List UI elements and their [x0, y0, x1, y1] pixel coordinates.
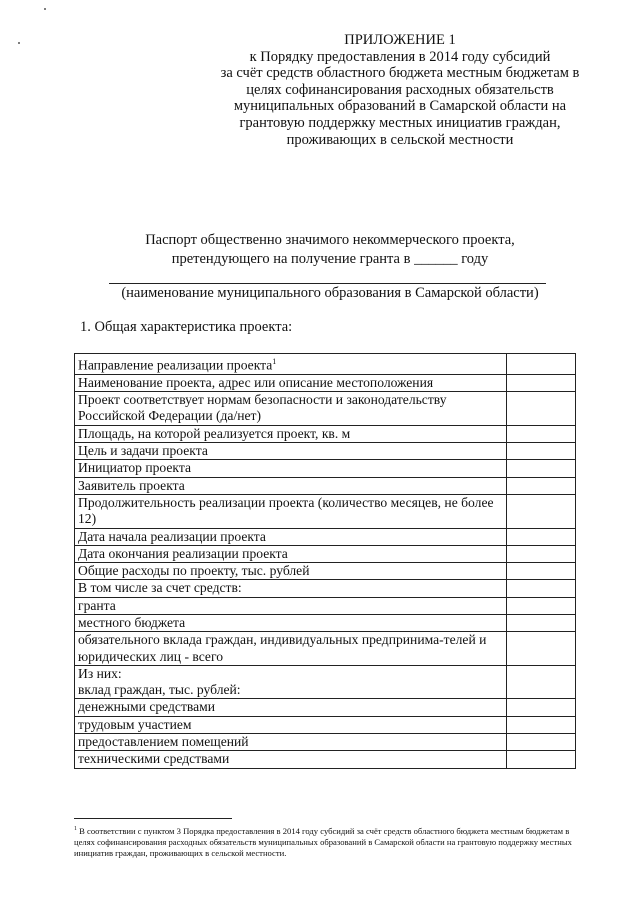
table-row [75, 528, 576, 545]
row-label-text: Цель и задачи проекта [78, 443, 208, 459]
footnote-ref: 1 [272, 357, 277, 366]
row-value[interactable] [507, 354, 576, 375]
section-heading: 1. Общая характеристика проекта: [80, 319, 293, 335]
row-value[interactable] [507, 751, 576, 768]
row-label-text: обязательного вклада граждан, индивидуальных предпринима-телей и юридических лиц - всего [78, 632, 487, 664]
project-characteristics-table [74, 353, 576, 769]
row-label-text: В том числе за счет средств: [78, 580, 242, 596]
table-row [75, 597, 576, 614]
table-row [75, 614, 576, 631]
row-label [75, 632, 507, 666]
row-label-text: денежными средствами [78, 699, 216, 715]
footnote-text: В соответствии с пунктом 3 Порядка предоставления в 2014 году субсидий за счёт средств областного бюджета местным бюджетам в целях софинансирования расходных обязательств муниципальных образований в Самарской области на грантовую поддержку местных инициатив граждан, проживающих в сельской местности. [74, 825, 572, 858]
row-value[interactable] [507, 425, 576, 442]
table-row [75, 716, 576, 733]
row-value[interactable] [507, 460, 576, 477]
appendix-header [200, 32, 600, 148]
row-label [75, 614, 507, 631]
row-label [75, 494, 507, 528]
table-row [75, 580, 576, 597]
row-label [75, 374, 507, 391]
row-label-text: Площадь, на которой реализуется проект, кв. м [78, 425, 351, 441]
row-value[interactable] [507, 528, 576, 545]
row-value[interactable] [507, 477, 576, 494]
row-label-text: гранта [78, 597, 116, 613]
scan-speck [18, 42, 20, 44]
row-label-text: Проект соответствует нормам безопасности и законодательству Российской Федерации (да/нет) [78, 392, 447, 424]
row-value[interactable] [507, 443, 576, 460]
row-label [75, 528, 507, 545]
row-label-text: Заявитель проекта [78, 477, 185, 493]
row-label [75, 580, 507, 597]
row-value[interactable] [507, 665, 576, 699]
table-row [75, 392, 576, 426]
row-value[interactable] [507, 614, 576, 631]
row-label [75, 716, 507, 733]
scan-speck [44, 8, 46, 10]
footnote-separator [74, 818, 232, 819]
row-label-text: Дата окончания реализации проекта [78, 545, 288, 561]
municipality-name-caption: (наименование муниципального образования в Самарской области) [121, 285, 539, 301]
table-row [75, 734, 576, 751]
passport-title [80, 231, 580, 269]
row-value[interactable] [507, 494, 576, 528]
appendix-subtitle: к Порядку предоставления в 2014 году субсидий за счёт средств областного бюджета местным бюджетам в целях софинансирования расходных обязательств муниципальных образований в Самарской области на грантовую поддержку местных инициатив граждан, проживающих в сельской местности [220, 48, 580, 148]
row-label-text: Наименование проекта, адрес или описание местоположения [78, 374, 434, 390]
row-label [75, 563, 507, 580]
table-row [75, 494, 576, 528]
row-label [75, 699, 507, 716]
passport-title-line2: претендующего на получение гранта в ______ году [171, 251, 489, 267]
table-row [75, 632, 576, 666]
table-row [75, 460, 576, 477]
table-row [75, 354, 576, 375]
row-label [75, 734, 507, 751]
row-value[interactable] [507, 545, 576, 562]
table-row [75, 443, 576, 460]
row-label-text: техническими средствами [78, 751, 230, 767]
appendix-title: ПРИЛОЖЕНИЕ 1 [344, 32, 456, 48]
table-row [75, 699, 576, 716]
table-row [75, 563, 576, 580]
row-label-text: трудовым участием [78, 716, 192, 732]
row-value[interactable] [507, 580, 576, 597]
row-value[interactable] [507, 392, 576, 426]
passport-title-line1: Паспорт общественно значимого некоммерческого проекта, [145, 232, 515, 248]
row-value[interactable] [507, 699, 576, 716]
row-label-text: Инициатор проекта [78, 460, 191, 476]
table-row [75, 374, 576, 391]
row-label [75, 597, 507, 614]
row-label [75, 443, 507, 460]
row-label-text: Направление реализации проекта [78, 357, 273, 373]
row-label [75, 354, 507, 375]
row-label-text: Общие расходы по проекту, тыс. рублей [78, 563, 310, 579]
row-label-text: местного бюджета [78, 614, 186, 630]
footnote-mark: 1 [74, 826, 77, 832]
row-label-text: предоставлением помещений [78, 734, 249, 750]
table-row [75, 751, 576, 768]
table-row [75, 477, 576, 494]
row-value[interactable] [507, 734, 576, 751]
row-label-text: Дата начала реализации проекта [78, 528, 266, 544]
row-value[interactable] [507, 632, 576, 666]
table-row [75, 425, 576, 442]
row-label [75, 545, 507, 562]
row-label [75, 392, 507, 426]
row-value[interactable] [507, 597, 576, 614]
row-label: Из них: вклад граждан, тыс. рублей: [75, 665, 507, 699]
row-label-text: Продолжительность реализации проекта (количество месяцев, не более 12) [78, 494, 494, 527]
row-value[interactable] [507, 716, 576, 733]
footnote [74, 824, 579, 859]
table-row [75, 545, 576, 562]
row-label [75, 751, 507, 768]
table-row [75, 665, 576, 699]
row-label [75, 477, 507, 494]
row-label [75, 425, 507, 442]
row-value[interactable] [507, 374, 576, 391]
row-value[interactable] [507, 563, 576, 580]
municipality-name-line [109, 283, 546, 284]
row-label [75, 460, 507, 477]
